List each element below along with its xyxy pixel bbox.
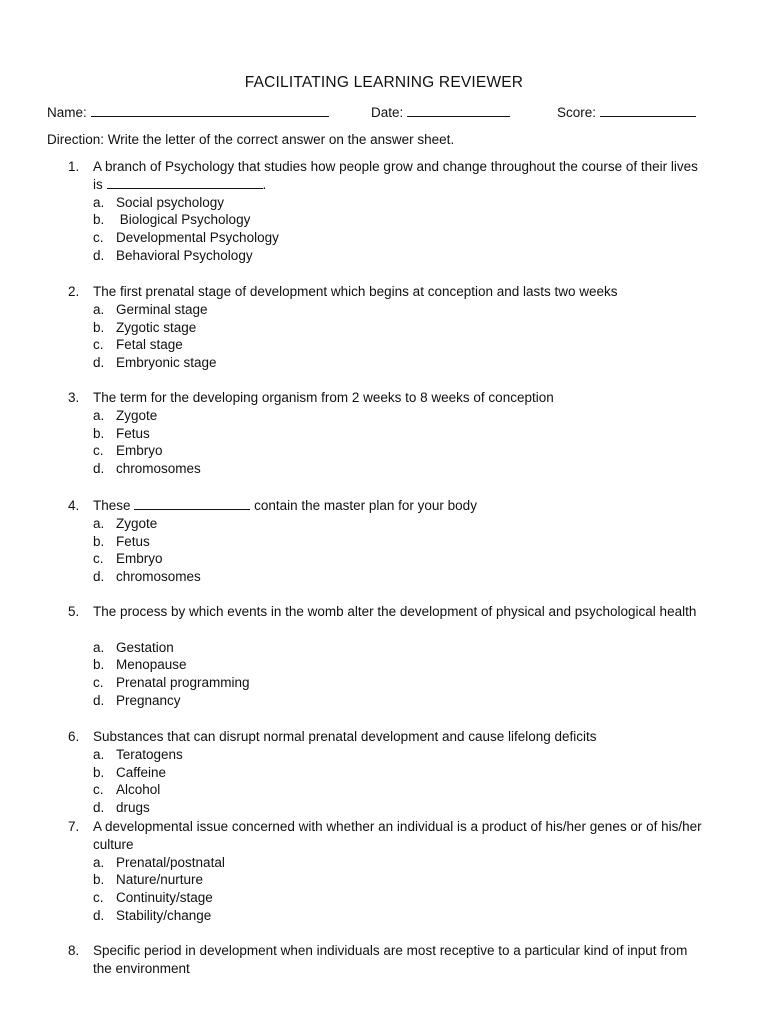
question-text: A developmental issue concerned with whether an individual is a product of his/her genes or of his/her culture <box>93 819 702 852</box>
option-item <box>93 889 693 907</box>
option-text: Alcohol <box>116 782 161 798</box>
question-text: Specific period in development when individuals are most receptive to a particular kind of input from the environment <box>93 943 688 976</box>
option-item <box>93 301 693 319</box>
option-item <box>93 907 693 925</box>
option-text: Stability/change <box>116 907 212 923</box>
option-item <box>93 211 693 229</box>
answer-blank-line <box>134 497 250 510</box>
option-letter: b. <box>93 657 105 673</box>
option-item <box>93 425 693 443</box>
option-letter: a. <box>93 854 105 870</box>
option-text: Caffeine <box>116 764 167 780</box>
date-label: Date: <box>371 105 404 120</box>
name-field <box>47 104 329 120</box>
option-item <box>93 247 693 265</box>
option-item <box>93 442 693 460</box>
options-list <box>93 407 693 478</box>
option-item <box>93 354 693 372</box>
option-letter: d. <box>93 355 105 371</box>
option-text: Behavioral Psychology <box>116 247 253 263</box>
option-item <box>93 764 693 782</box>
options-list <box>93 301 693 372</box>
option-item <box>93 799 693 817</box>
option-letter: b. <box>93 872 105 888</box>
option-item <box>93 568 693 586</box>
option-letter: c. <box>93 230 104 246</box>
option-item <box>93 692 693 710</box>
option-text: Zygotic stage <box>116 319 197 335</box>
option-letter: c. <box>93 443 104 459</box>
options-list <box>93 639 693 710</box>
option-item <box>93 656 693 674</box>
option-text: Biological Psychology <box>116 212 251 228</box>
option-letter: c. <box>93 890 104 906</box>
option-letter: b. <box>93 533 105 549</box>
option-letter: a. <box>93 515 105 531</box>
option-letter: b. <box>93 212 105 228</box>
option-letter: c. <box>93 551 104 567</box>
question-number: 2. <box>68 284 80 299</box>
option-letter: b. <box>93 319 105 335</box>
option-text: Germinal stage <box>116 301 208 317</box>
option-letter: a. <box>93 407 105 423</box>
question-text: The process by which events in the womb alter the development of physical and psychological health <box>93 604 697 619</box>
option-text: Zygote <box>116 407 158 423</box>
option-item <box>93 336 693 354</box>
date-blank-line <box>407 104 510 117</box>
direction-text: Direction: Write the letter of the correct answer on the answer sheet. <box>47 132 455 147</box>
option-text: Prenatal/postnatal <box>116 854 225 870</box>
option-letter: a. <box>93 194 105 210</box>
option-text: Pregnancy <box>116 692 181 708</box>
date-field <box>371 104 510 120</box>
question-text-after: contain the master plan for your body <box>254 498 477 513</box>
option-item <box>93 229 693 247</box>
name-blank-line <box>91 104 329 117</box>
option-text: Fetal stage <box>116 337 183 353</box>
option-letter: b. <box>93 425 105 441</box>
option-letter: c. <box>93 782 104 798</box>
option-letter: d. <box>93 247 105 263</box>
question-number: 8. <box>68 943 80 958</box>
option-text: drugs <box>116 800 150 816</box>
option-item <box>93 781 693 799</box>
option-item <box>93 674 693 692</box>
option-text: Continuity/stage <box>116 890 213 906</box>
option-text: Embryo <box>116 443 163 459</box>
option-letter: d. <box>93 461 105 477</box>
option-letter: b. <box>93 764 105 780</box>
option-letter: a. <box>93 746 105 762</box>
option-text: chromosomes <box>116 461 201 477</box>
option-text: Fetus <box>116 425 150 441</box>
question-text <box>93 497 705 515</box>
option-letter: c. <box>93 675 104 691</box>
option-letter: d. <box>93 569 105 585</box>
option-item <box>93 871 693 889</box>
question-number: 3. <box>68 390 80 405</box>
option-item <box>93 515 693 533</box>
option-item <box>93 639 693 657</box>
option-item <box>93 407 693 425</box>
option-item <box>93 550 693 568</box>
question-number: 4. <box>68 498 80 513</box>
option-text: Embryo <box>116 551 163 567</box>
option-text: Embryonic stage <box>116 355 217 371</box>
option-text: Gestation <box>116 639 174 655</box>
question-text: Substances that can disrupt normal prenatal development and cause lifelong deficits <box>93 729 597 744</box>
question-text-before: These <box>93 498 131 513</box>
option-item <box>93 746 693 764</box>
question-text: The term for the developing organism from 2 weeks to 8 weeks of conception <box>93 390 554 405</box>
option-item <box>93 854 693 872</box>
score-field <box>557 104 696 120</box>
option-text: Zygote <box>116 515 158 531</box>
option-text: Prenatal programming <box>116 675 250 691</box>
question-text-before: A branch of Psychology that studies how people grow and change throughout the course of their lives is <box>93 159 698 192</box>
option-item <box>93 194 693 212</box>
options-list <box>93 746 693 817</box>
document-title: FACILITATING LEARNING REVIEWER <box>244 74 524 91</box>
question-text: The first prenatal stage of development which begins at conception and lasts two weeks <box>93 284 618 299</box>
student-info-row <box>47 104 707 122</box>
options-list <box>93 515 693 586</box>
option-text: Fetus <box>116 533 150 549</box>
question-text-after: . <box>262 176 267 192</box>
option-text: Social psychology <box>116 194 225 210</box>
question-number: 7. <box>68 819 80 834</box>
option-text: Developmental Psychology <box>116 230 279 246</box>
option-item <box>93 460 693 478</box>
option-text: chromosomes <box>116 569 201 585</box>
option-text: Menopause <box>116 657 187 673</box>
option-text: Nature/nurture <box>116 872 204 888</box>
option-item <box>93 533 693 551</box>
option-text: Teratogens <box>116 746 183 762</box>
score-blank-line <box>600 104 696 117</box>
option-letter: d. <box>93 907 105 923</box>
options-list <box>93 194 693 265</box>
question-number: 5. <box>68 604 80 619</box>
question-number: 6. <box>68 729 80 744</box>
option-item <box>93 319 693 337</box>
option-letter: c. <box>93 337 104 353</box>
option-letter: a. <box>93 639 105 655</box>
question-number: 1. <box>68 159 80 174</box>
name-label: Name: <box>47 105 87 120</box>
options-list <box>93 854 693 925</box>
question-text <box>93 158 705 194</box>
option-letter: d. <box>93 800 105 816</box>
answer-blank-line <box>107 176 263 189</box>
option-letter: d. <box>93 692 105 708</box>
option-letter: a. <box>93 301 105 317</box>
score-label: Score: <box>557 105 597 120</box>
